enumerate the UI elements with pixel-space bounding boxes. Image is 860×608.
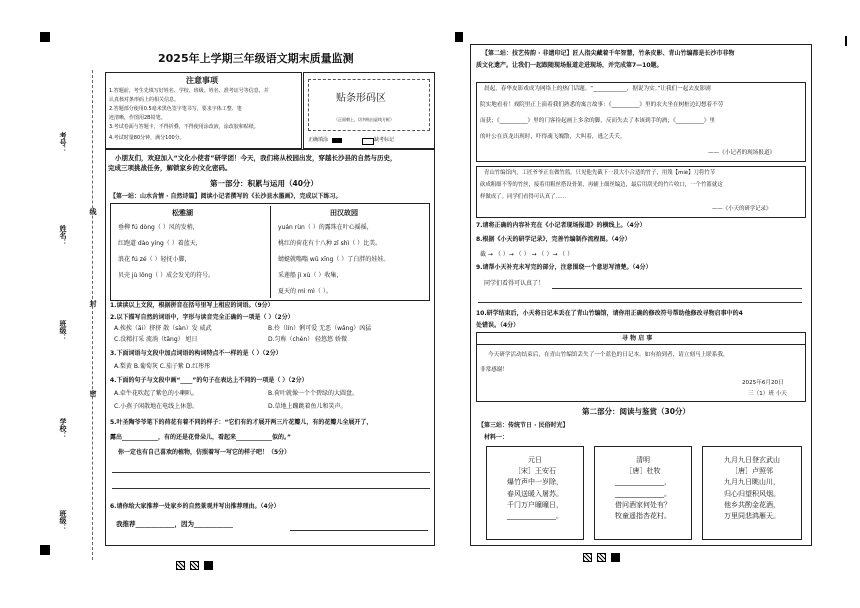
- diary-source: ——《小天的研学记录》: [712, 206, 772, 212]
- filled-label: 正确填涂: [308, 137, 329, 143]
- passage-line: 贝壳 jù lǒng（ ）成会发光的符号。: [118, 272, 215, 279]
- question-2: 2.以下描写自然的词语中，字形与读音完全正确的一项是（ ）（2分）: [110, 314, 294, 321]
- lost-notice-title: 寻 物 启 事: [622, 335, 653, 342]
- q4-option-b: B.荷叶就像一个个碧绿的大圆盘。: [268, 390, 359, 397]
- corner-mark: [455, 32, 463, 42]
- material-label: 材料一：: [484, 434, 509, 441]
- q2-option-a: A.挨挨（āi）挤挤 散（sàn）发 威武: [114, 325, 212, 332]
- barcode-label: 贴条形码区: [336, 93, 386, 104]
- station2-intro: 【第二站：技艺传韵 · 非遗印记】匠人指尖藏着千年智慧，竹条皮影、青山竹编都是长沙市非物: [482, 50, 735, 57]
- page-marker: [176, 561, 185, 570]
- report-line: 的叶公在真龙出现时，吓得魂飞魄散，大叫着，逃之夭夭。: [480, 134, 626, 140]
- notice-item: 认真核对条形码上的相关信息。: [109, 97, 180, 103]
- passage-line: 采莲船 jì xù（ ）收集，: [278, 272, 343, 279]
- lost-notice-body: 非常感谢！: [480, 367, 508, 373]
- question-5-line3: 你一定也有自己喜欢的植物，仿照着写一写它的样子吧！（5分）: [118, 449, 291, 456]
- notice-item: 2.答题部分使用0.5毫米黑色签字笔书写，要求字体工整、笔: [109, 106, 242, 112]
- col-left-title: 松雅湖: [172, 209, 193, 217]
- report-line: 而获；《__________》里的门客捡起画上多余的脚，反而失去了本该到手的酒；《__________》里: [480, 118, 715, 124]
- question-6: 6.请你给大家推荐一处家乡的自然景观并写出推荐理由。（4分）: [110, 503, 280, 510]
- q3-options: A.梨黄 B.葡萄灰 C.茄子紫 D.红彤彤: [114, 363, 211, 370]
- poem-title: 清明: [636, 456, 650, 464]
- passage-line: 蜻蜓就嗡嗡 wū xīng（ ）了白胖的娃娃。: [278, 256, 390, 263]
- poem-line: 归心归望积风烟。: [724, 489, 780, 498]
- poem-card: [594, 446, 692, 540]
- q4-option-a: A.牵牛花吹起了紫色的小喇叭。: [114, 390, 198, 397]
- corner-mark: [845, 36, 847, 46]
- answer-line[interactable]: [112, 488, 430, 489]
- report-source: ——《小记者的现场报道》: [708, 150, 776, 156]
- cut-line: [92, 70, 93, 560]
- question-10-line2: 处错误。（4分）: [476, 322, 520, 329]
- passage-line: 夏天的 mì mì（ ）。: [278, 288, 332, 295]
- question-4: 4.下面的句子与文段中画“____”的句子在表达上不同的一项是（ ）（2分）: [110, 377, 308, 384]
- notice-item: 1.答题前，考生先填写好姓名、学校、班级、姓名、准考证号等信息，并: [109, 88, 269, 94]
- col-right-title: 田汉故园: [330, 209, 358, 217]
- poem-title: 九月九日登玄武山: [724, 456, 780, 464]
- page-marker: [190, 561, 199, 570]
- question-5: 5.叶圣陶爷爷笔下的荷花有着不同的样子：“它们有的才展开两三片花瓣儿，有的花瓣儿全展开了，: [110, 419, 373, 426]
- exam-title: 2025年上学期三年级语文期末质量监测: [158, 52, 354, 65]
- passage-line: yuán rùn（ ）的露珠在叶心摇摇，: [278, 224, 373, 231]
- report-line: 晨起，春华皮影戏成为网络上的热门话题。“____________，据说为实。”让我们一起去皮影剧: [484, 86, 711, 92]
- poem-blank[interactable]: ______________。: [507, 511, 563, 520]
- poem-blank[interactable]: ______________。: [615, 489, 671, 498]
- corner-mark: [40, 32, 50, 42]
- answer-line[interactable]: [290, 530, 428, 531]
- side-label-class-2: 班级：: [59, 510, 67, 531]
- passage-line: 红跑道 dào yíng（ ）着蓝天，: [118, 240, 202, 247]
- poem-line: 爆竹声中一岁除，: [507, 478, 563, 487]
- q9-prompt: 同学们看得可认真了！: [484, 280, 545, 287]
- poem-card: [702, 446, 802, 540]
- poem-author: ［唐］卢照邻: [731, 467, 773, 476]
- q2-option-d: D.匀称（chèn） 轻悠悠 娇微: [268, 336, 347, 343]
- q2-option-c: C.没精打采 流淌（tǎng） 旭日: [114, 336, 198, 343]
- passage-line: 垂柳 fú dòng（ ）风的发梢，: [118, 224, 199, 231]
- notice-item: 4.考试时量80分钟，满分100分。: [109, 135, 185, 141]
- question-9: 9.请帮小天补充未写完的部分，注意围绕一个意思写清楚。（4分）: [476, 264, 652, 271]
- station3-text: 【第三站：传统节日 · 民俗时光】: [478, 422, 569, 429]
- passage-line: 桃红的荷花有十八种 zī shì（ ）比美。: [278, 240, 382, 247]
- missing-label: 缺考标记: [374, 137, 395, 143]
- question-1: 1.读读以上文段，根据拼音在括号里写上相应的词语。（9分）: [110, 302, 274, 309]
- cut-label-line: 线: [89, 208, 97, 215]
- poem-line: 牧童遥指杏花村。: [615, 511, 671, 520]
- q4-option-d: D.草地上蹦跳着鱼儿和笑声。: [268, 403, 347, 410]
- part2-title: 第二部分：阅读与鉴赏（30分）: [582, 407, 690, 416]
- barcode-area: [303, 72, 435, 149]
- answer-line[interactable]: [552, 288, 802, 289]
- corner-mark: [40, 545, 50, 555]
- part1-title: 第一部分：积累与运用（40分）: [210, 179, 318, 188]
- diary-line: 样做成了。同学们看得可认真了……: [480, 194, 567, 200]
- poem-author: ［宋］王安石: [514, 467, 556, 476]
- station2-intro: 质文化遗产。让我们一起跟随现场报道走进现场，并完成第7—10题。: [476, 62, 663, 69]
- poem-author: ［唐］杜牧: [625, 467, 661, 476]
- page-marker: [583, 553, 592, 562]
- side-label-name: 姓名：: [59, 225, 67, 246]
- poem-blank[interactable]: ______________，: [615, 478, 671, 487]
- notice-box: [105, 72, 302, 149]
- notice-title: 注意事项: [186, 76, 218, 85]
- question-10: 10.研学结束后，小天将日记本丢在了青山竹编馆，请你用正确的修改符号帮助他修改寻物启事中的4: [476, 310, 743, 317]
- question-6-line2: 我推荐____________，因为____________: [116, 520, 233, 528]
- poem-line: 九月九日眺山川，: [724, 478, 780, 487]
- diary-line: 砍成粗细不等的竹丝，接着用粗丝搭设骨架，再辅上细丝编边，最后用刮光的竹片收口，一个竹篮就这: [480, 182, 723, 188]
- cut-label-secret: 密: [89, 390, 97, 397]
- answer-line[interactable]: [478, 302, 802, 303]
- report-line: 院实地看看！戏院里正上演着我们熟悉的寓言故事：《__________》里的农夫坐在树桩边幻想着不劳: [480, 102, 724, 108]
- lost-notice-date: 2025年6月20日: [742, 380, 784, 386]
- question-7: 7.请将正确的内容补充在《小记者现场报道》的横线上。（4分）: [476, 222, 646, 229]
- page-marker: [204, 561, 213, 570]
- poem-line: 借问酒家何处有？: [615, 500, 671, 509]
- diary-line: 青山竹编馆内，工匠爷爷正在做竹篮。只见他先截下一段大小合适的竹子，用篾【miè】刀将竹节: [484, 170, 716, 176]
- intro-text: 完成三项挑战任务，解锁家乡的文化密码。: [108, 164, 232, 172]
- question-3: 3.下面词语与文段中加点词语的构词特点不一样的是（ ）（2分）: [110, 350, 282, 357]
- side-label-class: 班级：: [59, 320, 67, 341]
- answer-line[interactable]: [112, 472, 430, 473]
- page-marker: [597, 553, 606, 562]
- q4-option-c: C.小燕子闲散地在电线上休憩。: [114, 403, 199, 410]
- q2-option-b: B.伶（lín）俐可爱 无恶（wǎng）凶猛: [268, 325, 372, 332]
- station1-text: 【第一站：山水含情 · 自然诗篇】阅读小记者撰写的《长沙县水墨画》，完成以下练习。: [110, 193, 342, 200]
- poem-line: 他乡共酌金花酒，: [724, 500, 780, 509]
- notice-item: 3.考试卷面与答题卡，不得折叠，不得使用涂改液，涂改胶和贴纸。: [109, 124, 259, 130]
- passage-line: 浪花 fú zé（ ）轻抚小脚，: [118, 256, 191, 263]
- question-8: 8.根据《小天的研学记录》，完善竹编制作流程图。（4分）: [476, 236, 631, 243]
- cut-label-seal: 封: [89, 300, 97, 307]
- notice-item: 迹清晰，作图用2B铅笔。: [109, 115, 166, 121]
- poem-line: 春风送暖入屠苏。: [507, 489, 563, 498]
- page-marker: [611, 553, 620, 562]
- question-5-line2: 露出____________，有的还是花骨朵儿，看起来____________似的。”: [110, 434, 291, 441]
- intro-text: 小朋友们，欢迎加入“文化小使者”研学团！今天，我们将从校园出发，穿越长沙县的自然与历史，: [115, 154, 397, 162]
- lost-notice-body: 今天研学活动结束后，在青山竹编馆丢失了一个蓝色的日记本。如有拾到者，请立刻马上联系我，: [488, 352, 729, 358]
- side-label-school: 学校：: [59, 418, 67, 439]
- poem-line: 千门万户曈曈日，: [507, 500, 563, 509]
- poem-card: [486, 446, 584, 540]
- side-label-exam-no: 考号：: [59, 132, 67, 153]
- barcode-note: （正面朝上，切勿贴出虚线方框）: [334, 117, 394, 122]
- poem-title: 元日: [528, 456, 542, 464]
- poem-line: 万里同悲鸿雁天。: [724, 511, 780, 520]
- lost-notice-sign: 三（1）班 小天: [748, 391, 787, 397]
- q8-flow: 截 → （ ）→ （ ） → （ ）→ （ ）: [480, 251, 574, 258]
